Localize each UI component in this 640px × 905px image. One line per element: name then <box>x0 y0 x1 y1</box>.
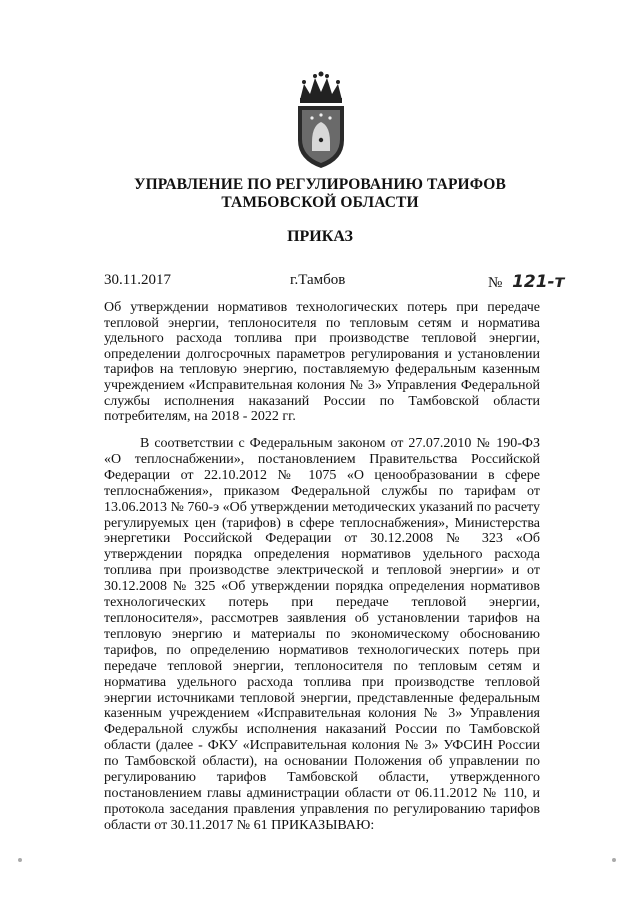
document-city: г.Тамбов <box>290 272 346 288</box>
document-body-paragraph: В соответствии с Федеральным законом от 27.07.2010 № 190-ФЗ «О теплоснабжении», постановлением Правительства Российской Федерации от 22.10.2012 № 1075 «О ценообразовании в сфере теплоснабжения», приказом Федеральной службы по тарифам от 13.06.2013 № 760-э «Об утверждении методических указаний по расчету регулируемых цен (тарифов) в сфере теплоснабжения», Министерства энергетики Российской Федерации от 30.12.2008 № 323 «Об утверждении порядка определения нормативов удельного расхода топлива при производстве электрической и тепловой энергии» и от 30.12.2008 № 325 «Об утверждении порядка определения нормативов технологических потерь при передаче тепловой энергии, теплоносителя», рассмотрев заявления об установлении тарифов на тепловую энергию и материалы по экономическому обоснованию тарифов, по определению нормативов технологических потерь при передаче тепловой энергии, теплоносителя по тепловым сетям и норматива удельного расхода топлива при производстве тепловой энергии источниками тепловой энергии, представленные федеральным казенным учреждением «Исправительная колония № 3» Управления Федеральной службы исполнения наказаний России по Тамбовской области (далее - ФКУ «Исправительная колония № 3» УФСИН России по Тамбовской области), на основании Положения об управлении по регулированию тарифов Тамбовской области, утвержденного постановлением главы администрации области от 06.11.2012 № 110, и протокола заседания правления управления по регулированию тарифов области от 30.11.2017 № 61 ПРИКАЗЫВАЮ: <box>104 436 540 833</box>
organization-title-line2: ТАМБОВСКОЙ ОБЛАСТИ <box>221 194 419 211</box>
tambov-coat-of-arms-emblem <box>290 70 352 170</box>
document-number <box>488 272 564 292</box>
scan-mark-right <box>612 858 616 862</box>
number-sign: № <box>488 275 503 291</box>
document-type-heading: ПРИКАЗ <box>287 228 353 245</box>
scan-mark-left <box>18 858 22 862</box>
handwritten-number: 121-т <box>512 272 565 292</box>
document-subject: Об утверждении нормативов технологических потерь при передаче тепловой энергии, теплоносителя по тепловым сетям и норматива удельного расхода топлива при производстве тепловой энергии, определении долгосрочных параметров регулирования и установлении тарифов на тепловую энергию, поставляемую федеральным казенным учреждением «Исправительная колония № 3» Управления Федеральной службы исполнения наказаний России по Тамбовской области потребителям, на 2018 - 2022 гг. <box>104 300 540 425</box>
organization-title-line1: УПРАВЛЕНИЕ ПО РЕГУЛИРОВАНИЮ ТАРИФОВ <box>134 176 506 193</box>
document-date: 30.11.2017 <box>104 272 171 288</box>
